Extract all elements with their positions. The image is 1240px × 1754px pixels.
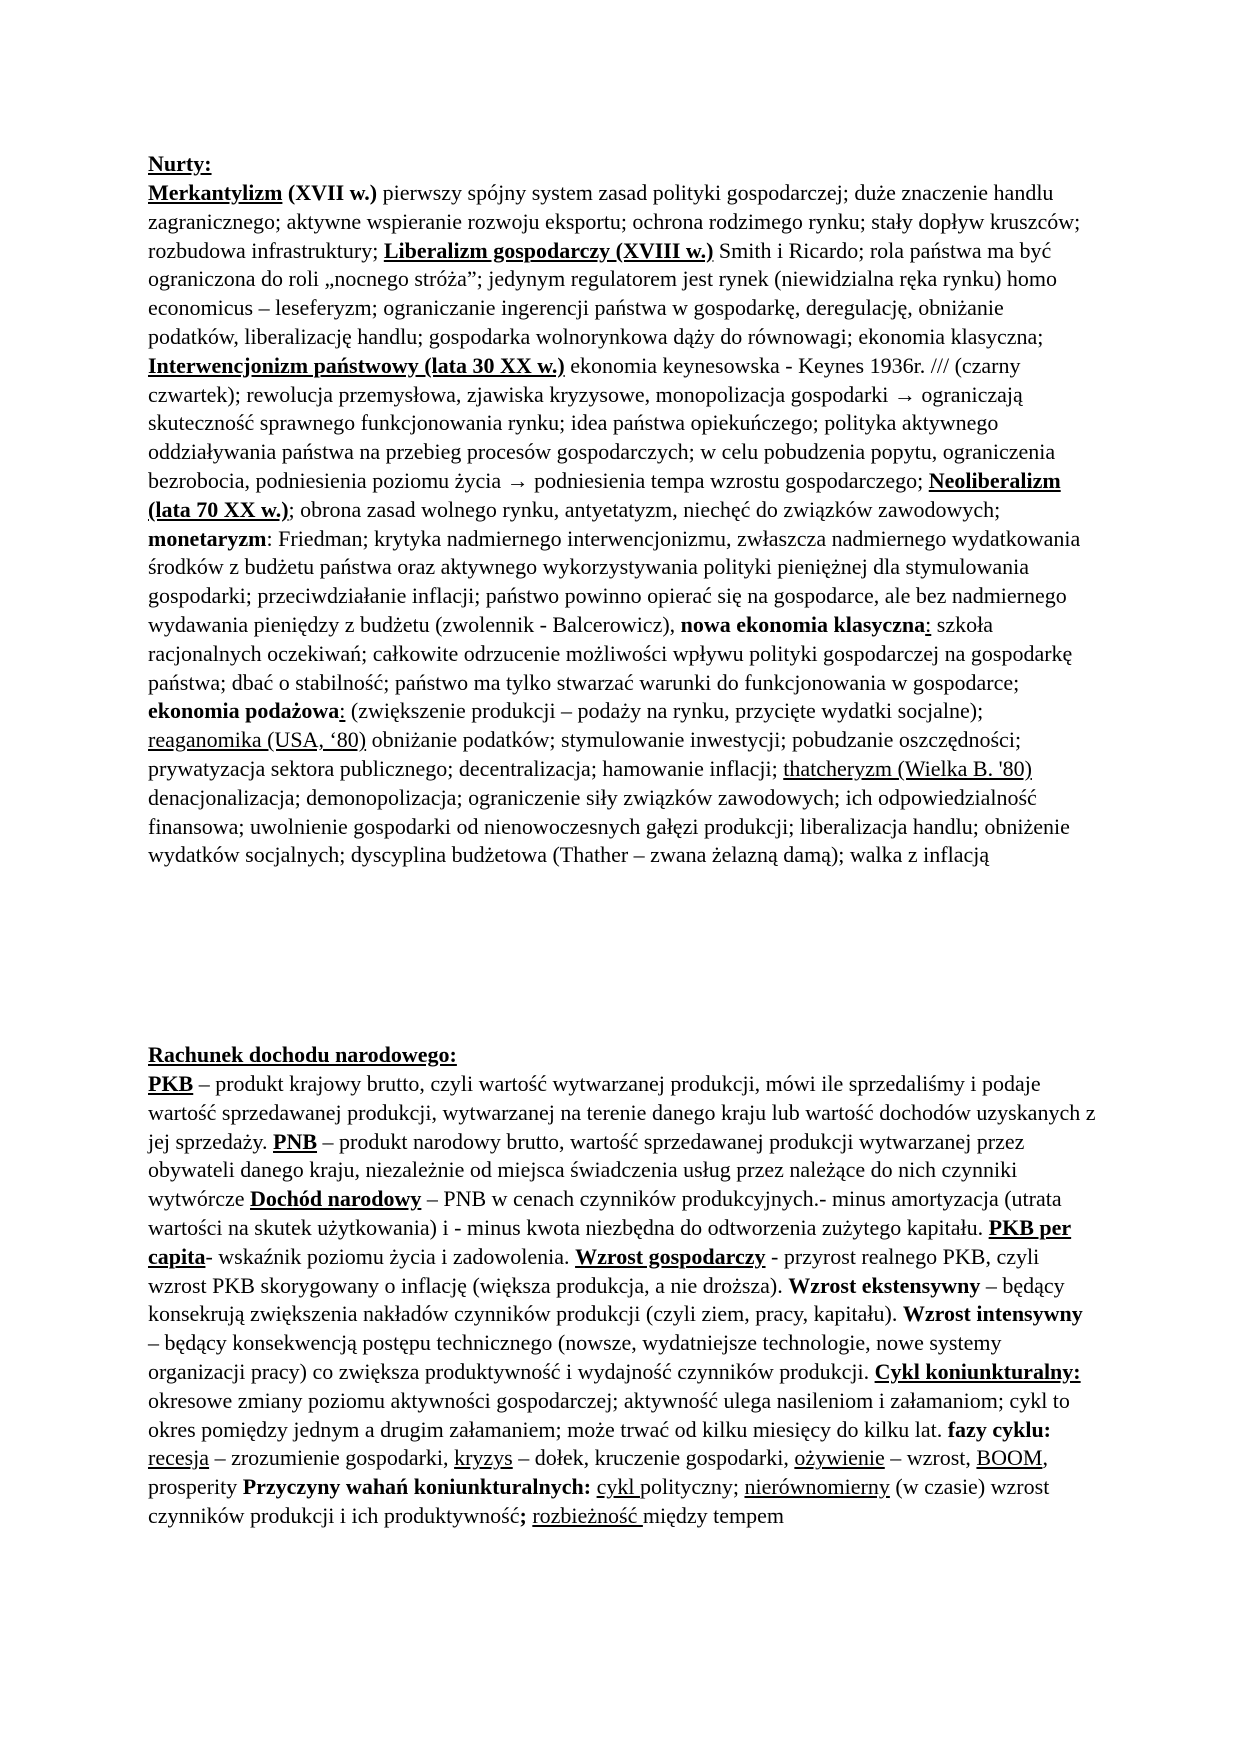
underlined-term: thatcheryzm (Wielka B. '80) xyxy=(783,755,1032,781)
text-run: : Friedman; krytyka nadmiernego interwencjonizmu, zwłaszcza nadmiernego wydatkowania środków z budżetu państwa oraz aktywnego wykorzystywania polityki pieniężnej dla stymulowania gospodarki; przeciwdziałanie inflacji; państwo powinno opierać się na gospodarce, ale bez nadmiernego wydawania pieniędzy z budżetu (zwolennik - Balcerowicz), xyxy=(148,525,1081,637)
term-label: Interwencjonizm państwowy (lata 30 XX w.) xyxy=(148,352,565,378)
term-label: ; xyxy=(519,1502,527,1528)
text-run: szkoła racjonalnych oczekiwań; całkowite odrzucenie możliwości wpływu polityki gospodarczej na gospodarkę państwa; dbać o stabilność; państwo ma tylko stwarzać warunki do funkcjonowania w gospodarce; xyxy=(148,611,1073,695)
underlined-term: : xyxy=(339,698,346,724)
text-run: – wzrost, xyxy=(884,1445,977,1471)
text-run: – będący konsekwencją postępu technicznego (nowsze, wydatniejsze technologie, nowe systemy organizacji pracy) co zwiększa produktywność i wydajność czynników produkcji. xyxy=(148,1330,1002,1384)
text-run: ; obrona zasad wolnego rynku, antyetatyzm, niechęć do związków zawodowych; xyxy=(288,496,1001,522)
text-run: (w czasie) wzrost czynników produkcji i ich produktywność xyxy=(148,1474,1050,1528)
underlined-term: : xyxy=(925,611,932,637)
term-label: Przyczyny wahań koniunkturalnych: xyxy=(242,1474,592,1500)
term-label: Wzrost ekstensywny xyxy=(788,1272,981,1298)
underlined-term: cykl xyxy=(596,1474,640,1500)
text-run: Smith i Ricardo; rola państwa ma być ograniczona do roli „nocnego stróża”; jedynym regulatorem jest rynek (niewidzialna ręka rynku) homo economicus – leseferyzm; ograniczanie ingerencji państwa w gospodarkę, deregulację, obniżanie podatków, liberalizację handlu; gospodarka wolnorynkowa dąży do równowagi; ekonomia klasyczna; xyxy=(148,237,1058,349)
term-label: monetaryzm xyxy=(148,525,267,551)
underlined-term: reaganomika (USA, ‘80) xyxy=(148,727,367,753)
term-label: ekonomia podażowa xyxy=(148,698,340,724)
underlined-term: rozbieżność xyxy=(532,1502,643,1528)
text-run: – dołek, kruczenie gospodarki, xyxy=(512,1445,795,1471)
text-run: - wskaźnik poziomu życia i zadowolenia. xyxy=(205,1243,576,1269)
term-label: PNB xyxy=(273,1128,318,1154)
text-run: między tempem xyxy=(642,1502,785,1528)
term-label: Merkantylizm xyxy=(148,180,283,205)
text-run: – produkt krajowy brutto, czyli wartość wytwarzanej produkcji, mówi ile sprzedaliśmy i podaje wartość sprzedawanej produkcji, wytwarzanej na terenie danego kraju lub wartość dochodów uzyskanych z jej sprzedaży. xyxy=(148,1071,1096,1154)
section-body-nurty xyxy=(148,179,1098,870)
text-run: pierwszy spójny system zasad polityki gospodarczej; duże znaczenie handlu zagranicznego; aktywne wspieranie rozwoju eksportu; ochrona rodzimego rynku; stały dopływ kruszców; rozbudowa infrastruktury; xyxy=(148,180,1081,263)
underlined-term: nierównomierny xyxy=(744,1474,890,1500)
underlined-term: BOOM xyxy=(976,1445,1043,1471)
term-label: PKB per capita xyxy=(148,1214,1072,1269)
text-run: – zrozumienie gospodarki, xyxy=(209,1445,455,1471)
term-label: Neoliberalizm (lata 70 XX w.) xyxy=(148,467,1061,522)
underlined-term: kryzys xyxy=(454,1445,513,1471)
term-label: PKB xyxy=(148,1071,194,1096)
term-label: Wzrost gospodarczy xyxy=(575,1243,766,1269)
underlined-term: recesja xyxy=(148,1445,210,1471)
term-label: nowa ekonomia klasyczna xyxy=(680,611,926,637)
text-run: ekonomia keynesowska - Keynes 1936r. /// (czarny czwartek); rewolucja przemysłowa, zjawiska kryzysowe, monopolizacja gospodarki → ograniczają skuteczność sprawnego funkcjonowania rynku; idea państwa opiekuńczego; polityka aktywnego oddziaływania państwa na przebieg procesów gospodarczych; w celu pobudzenia popytu, ograniczenia bezrobocia, podniesienia poziomu życia → podniesienia tempa wzrostu gospodarczego; xyxy=(148,352,1056,493)
term-label: Cykl koniunkturalny: xyxy=(874,1358,1081,1384)
term-label: Dochód narodowy xyxy=(250,1186,422,1212)
section-heading-nurty: Nurty: xyxy=(148,151,212,176)
text-run: - przyrost realnego PKB, czyli wzrost PKB skorygowany o inflację (większa produkcja, a nie droższa). xyxy=(148,1243,1040,1298)
term-label: Liberalizm gospodarczy (XVIII w.) xyxy=(383,237,714,263)
text-run: – będący konsekrują zwiększenia nakładów czynników produkcji (czyli ziem, pracy, kapitału). xyxy=(148,1272,1065,1327)
text-run: denacjonalizacja; demonopolizacja; ograniczenie siły związków zawodowych; ich odpowiedzialność finansowa; uwolnienie gospodarki od nienowoczesnych gałęzi produkcji; liberalizacja handlu; obniżenie wydatków socjalnych; dyscyplina budżetowa (Thather – zwana żelazną damą); walka z inflacją xyxy=(148,784,1070,868)
text-run: (zwiększenie produkcji – podaży na rynku, przycięte wydatki socjalne); xyxy=(345,698,984,724)
section-body-rachunek xyxy=(148,1070,1098,1531)
term-label: Wzrost intensywny xyxy=(902,1301,1083,1327)
underlined-term: ożywienie xyxy=(794,1445,885,1471)
text-run: okresowe zmiany poziomu aktywności gospodarczej; aktywność ulega nasileniom i załamaniom; cykl to okres pomiędzy jednym a drugim załamaniem; może trwać od kilku miesięcy do kilku lat. xyxy=(148,1387,1070,1442)
text-run: – produkt narodowy brutto, wartość sprzedawanej produkcji wytwarzanej przez obywateli danego kraju, niezależnie od miejsca świadczenia usług przez należące do nich czynniki wytwórcze xyxy=(148,1128,1025,1212)
text-run: – PNB w cenach czynników produkcyjnych.- minus amortyzacja (utrata wartości na skutek użytkowania) i - minus kwota niezbędna do odtworzenia zużytego kapitału. xyxy=(148,1186,1062,1240)
term-label: (XVII w.) xyxy=(282,180,378,205)
text-run: polityczny; xyxy=(639,1474,745,1500)
section-heading-rachunek: Rachunek dochodu narodowego: xyxy=(148,1042,457,1067)
text-run: obniżanie podatków; stymulowanie inwestycji; pobudzanie oszczędności; prywatyzacja sektora publicznego; decentralizacja; hamowanie inflacji; xyxy=(148,727,1022,781)
text-run: , prosperity xyxy=(148,1445,1048,1500)
term-label: fazy cyklu: xyxy=(947,1416,1051,1442)
